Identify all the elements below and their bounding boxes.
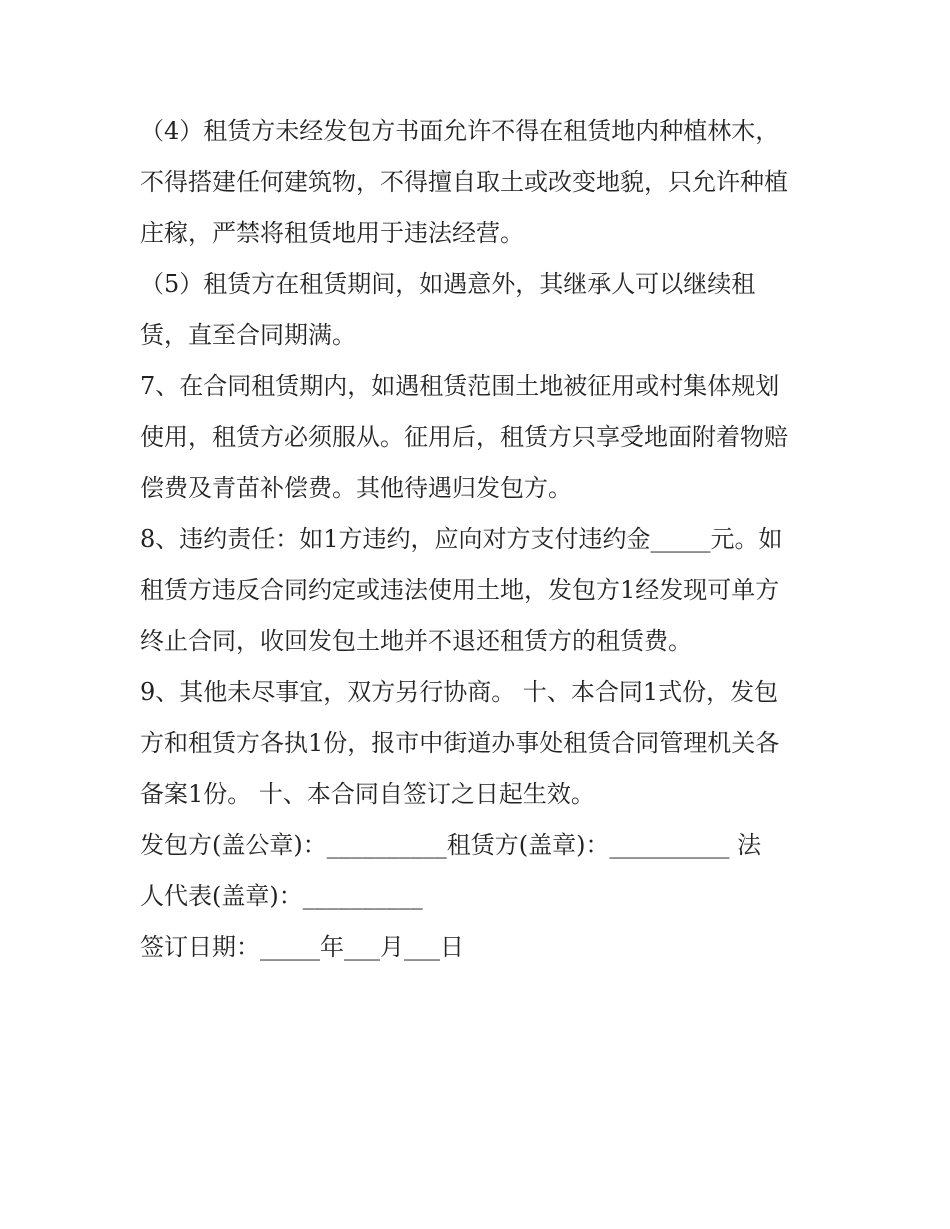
clause-4-line-1: （4）租赁方未经发包方书面允许不得在租赁地内种植林木， xyxy=(140,117,780,145)
clause-9-line-1: 9、其他未尽事宜，双方另行协商。 十、本合同1式份，发包 xyxy=(140,678,779,706)
signature-line-2: 人代表(盖章)：__________ xyxy=(140,882,423,910)
clause-9-line-3: 备案1份。 十、本合同自签订之日起生效。 xyxy=(140,780,595,808)
signature-line-1: 发包方(盖公章)：__________租赁方(盖章)：__________ 法 xyxy=(140,831,762,859)
clause-4-line-3: 庄稼，严禁将租赁地用于违法经营。 xyxy=(140,219,524,247)
contract-text xyxy=(140,106,820,973)
clause-8-line-3: 终止合同，收回发包土地并不退还租赁方的租赁费。 xyxy=(140,627,692,655)
clause-4-line-2: 不得搭建任何建筑物，不得擅自取土或改变地貌，只允许种植 xyxy=(140,168,788,196)
clause-8-line-2: 租赁方违反合同约定或违法使用土地，发包方1经发现可单方 xyxy=(140,576,780,604)
clause-7-line-1: 7、在合同租赁期内，如遇租赁范围土地被征用或村集体规划 xyxy=(140,372,780,400)
clause-5-line-1: （5）租赁方在租赁期间，如遇意外，其继承人可以继续租 xyxy=(140,270,756,298)
clause-5-line-2: 赁，直至合同期满。 xyxy=(140,321,356,349)
clause-9-line-2: 方和租赁方各执1份，报市中街道办事处租赁合同管理机关各 xyxy=(140,729,780,757)
clause-7-line-2: 使用，租赁方必须服从。征用后，租赁方只享受地面附着物赔 xyxy=(140,423,788,451)
clause-7-line-3: 偿费及青苗补偿费。其他待遇归发包方。 xyxy=(140,474,572,502)
signing-date-line: 签订日期：_____年___月___日 xyxy=(140,933,464,961)
clause-8-line-1: 8、违约责任：如1方违约，应向对方支付违约金_____元。如 xyxy=(140,525,783,553)
